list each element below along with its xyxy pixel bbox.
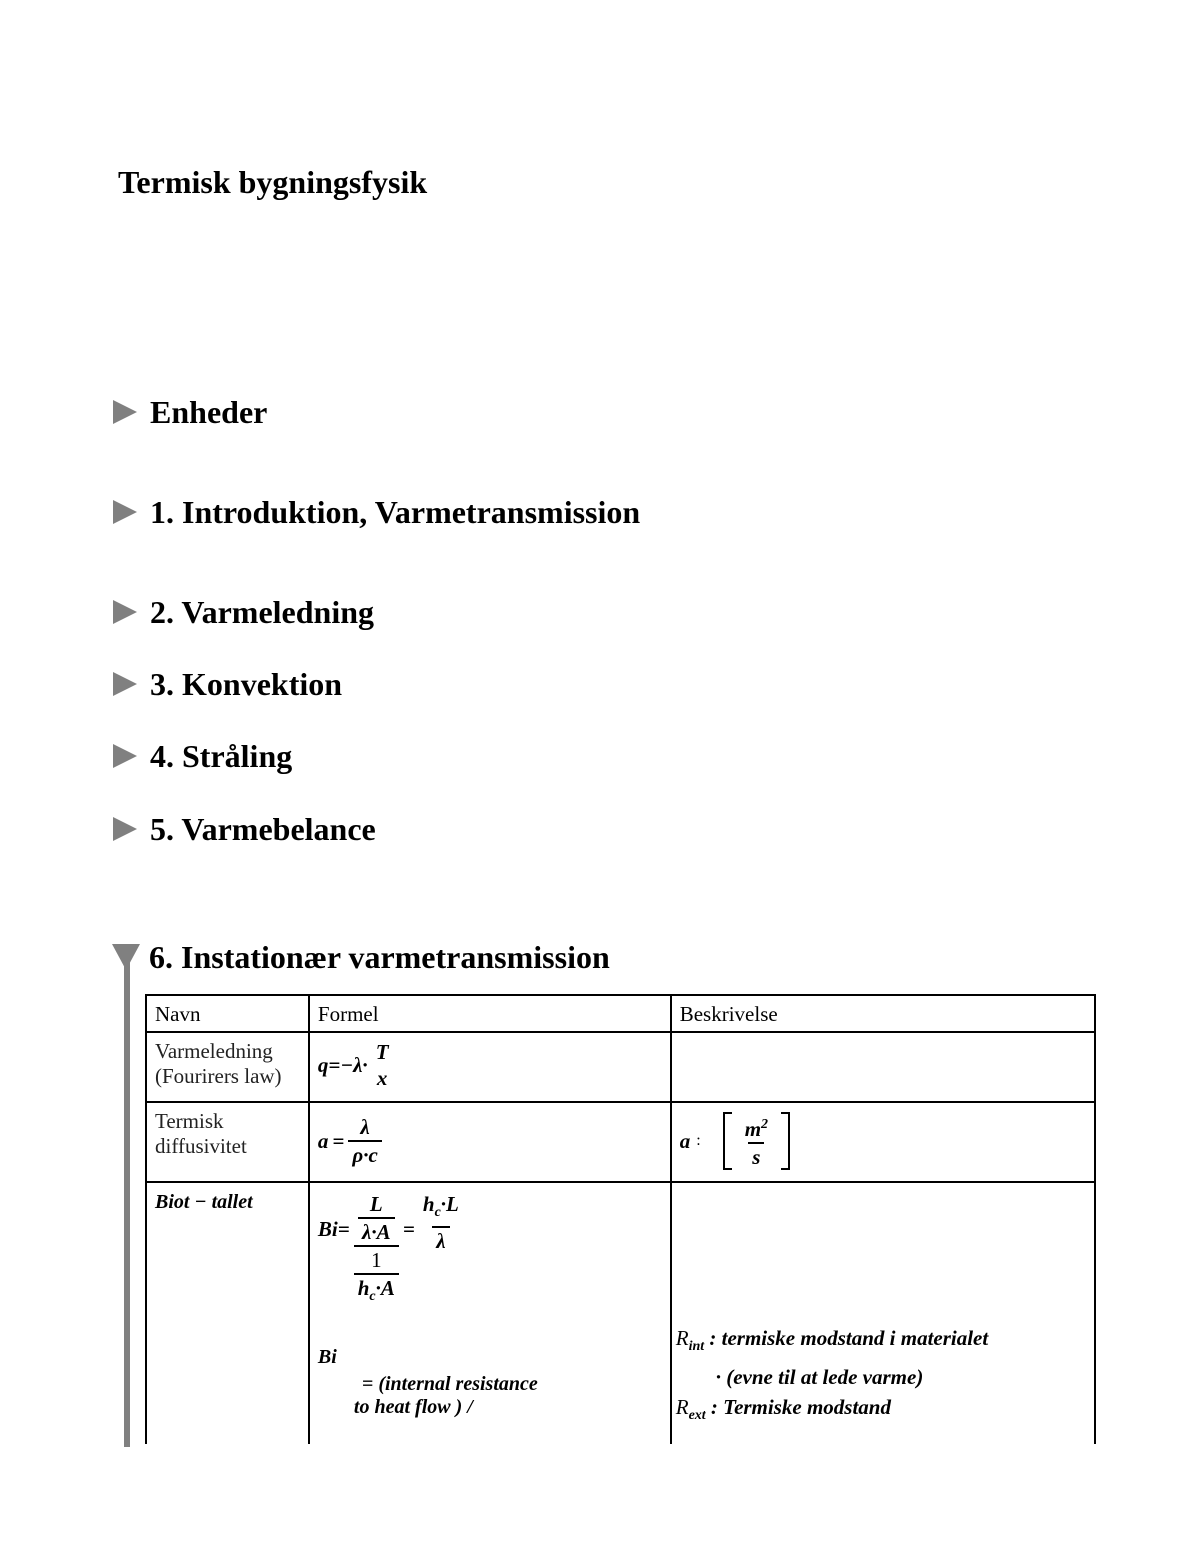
section-label: Enheder: [150, 394, 268, 430]
unit-m: m: [744, 1117, 762, 1141]
section-expanded-bar: [124, 960, 130, 1447]
column-header: Beskrivelse: [671, 995, 1095, 1032]
denominator: [354, 1245, 399, 1310]
collapsed-triangle-icon: [113, 744, 137, 768]
column-header: Formel: [309, 995, 671, 1032]
name-cell: [146, 1102, 309, 1182]
unit-lhs: a: [679, 1128, 691, 1153]
r-int-text: : termiske modstand i materialet: [709, 1326, 989, 1350]
name-line: diffusivitet: [155, 1134, 247, 1158]
numerator: [358, 1191, 395, 1245]
name-text: Biot − tallet: [155, 1191, 253, 1213]
formula-operator: =: [402, 1217, 415, 1241]
symbol-rest: ·A: [375, 1276, 395, 1300]
description-cell: [671, 1102, 1095, 1182]
section-label: 3. Konvektion: [150, 666, 343, 702]
name-cell: [146, 1032, 309, 1102]
description-block: [676, 1323, 1086, 1431]
symbol-rest: ·L: [440, 1192, 459, 1216]
formula-operator: =: [337, 1217, 350, 1241]
exponent: 2: [761, 1117, 769, 1132]
bi-text-line: to heat flow ) /: [353, 1396, 473, 1418]
fraction: [419, 1191, 463, 1254]
name-line: Termisk: [155, 1109, 224, 1133]
numerator: T: [375, 1040, 389, 1064]
collapsed-triangle-icon: [113, 400, 137, 424]
section-label: 1. Introduktion, Varmetransmission: [150, 494, 641, 530]
collapsed-triangle-icon: [113, 500, 137, 524]
section-label: 6. Instationær varmetransmission: [149, 939, 610, 975]
table-row: [146, 1102, 1095, 1182]
r-int-line: [676, 1323, 1086, 1362]
r-int-line-2: · (evne til at lede varme): [715, 1365, 924, 1389]
collapsed-triangle-icon: [113, 672, 137, 696]
denominator: λ: [432, 1226, 449, 1254]
subscript: c: [434, 1205, 441, 1220]
collapsed-triangle-icon: [113, 817, 137, 841]
symbol-h: h: [357, 1276, 370, 1300]
subscript: ext: [688, 1408, 706, 1423]
fraction: [741, 1112, 772, 1170]
fraction: [358, 1191, 395, 1245]
fraction: [348, 1114, 381, 1168]
section-label: 5. Varmebelance: [150, 811, 376, 847]
formula-table: [145, 994, 1096, 1444]
formula-cell: [309, 1182, 671, 1444]
section-label: 4. Stråling: [150, 738, 293, 774]
symbol-r: R: [675, 1395, 689, 1419]
subscript: c: [369, 1289, 376, 1304]
subscript: int: [688, 1339, 705, 1354]
section-konvektion[interactable]: [113, 664, 342, 704]
formula-operator: =: [332, 1128, 345, 1153]
formula-lhs: q: [317, 1052, 329, 1077]
denominator: s: [748, 1142, 764, 1170]
column-header: Navn: [146, 995, 309, 1032]
name-cell: [146, 1182, 309, 1444]
compound-fraction: [354, 1191, 399, 1310]
symbol-r: R: [675, 1326, 689, 1350]
formula-cell: [309, 1102, 671, 1182]
name-line: Varmeledning: [155, 1039, 273, 1063]
fraction: [354, 1247, 399, 1310]
table-row: [146, 1182, 1095, 1444]
r-ext-line: [676, 1392, 1086, 1431]
section-introduktion[interactable]: [113, 492, 640, 532]
bi-text-lhs: Bi: [317, 1346, 337, 1368]
numerator: λ: [360, 1115, 370, 1139]
section-instationaer[interactable]: [113, 937, 610, 977]
unit-bracket: [723, 1112, 790, 1170]
bi-text-line: = (internal resistance: [361, 1373, 538, 1395]
formula-lhs: Bi: [317, 1217, 338, 1241]
formula-cell: [309, 1032, 671, 1102]
section-varmeledning[interactable]: [113, 592, 374, 632]
numerator: [741, 1112, 772, 1142]
denominator: λ·A: [358, 1217, 395, 1245]
description-cell: [671, 1182, 1095, 1444]
section-varmebelance[interactable]: [113, 809, 376, 849]
table-header-row: [146, 995, 1095, 1032]
numerator: [419, 1191, 463, 1226]
table-row: [146, 1032, 1095, 1102]
bi-text-block: [318, 1346, 662, 1419]
name-line: (Fourirers law): [155, 1064, 282, 1088]
collapsed-triangle-icon: [113, 600, 137, 624]
r-ext-text: : Termiske modstand: [710, 1395, 891, 1419]
section-enheder[interactable]: [113, 392, 267, 432]
formula-lhs: a: [317, 1128, 329, 1153]
denominator: ρ·c: [348, 1140, 381, 1168]
section-straaling[interactable]: [113, 736, 292, 776]
document-title: Termisk bygningsfysik: [118, 164, 428, 200]
denominator: [354, 1273, 399, 1310]
numerator: 1: [371, 1248, 382, 1272]
symbol-h: h: [422, 1192, 435, 1216]
unit-separator: :: [696, 1132, 701, 1149]
description-cell: [671, 1032, 1095, 1102]
formula-operator: =−λ·: [328, 1052, 368, 1077]
section-label: 2. Varmeledning: [150, 594, 375, 630]
numerator: L: [369, 1192, 383, 1216]
fraction: [372, 1039, 393, 1091]
denominator: x: [376, 1066, 388, 1090]
